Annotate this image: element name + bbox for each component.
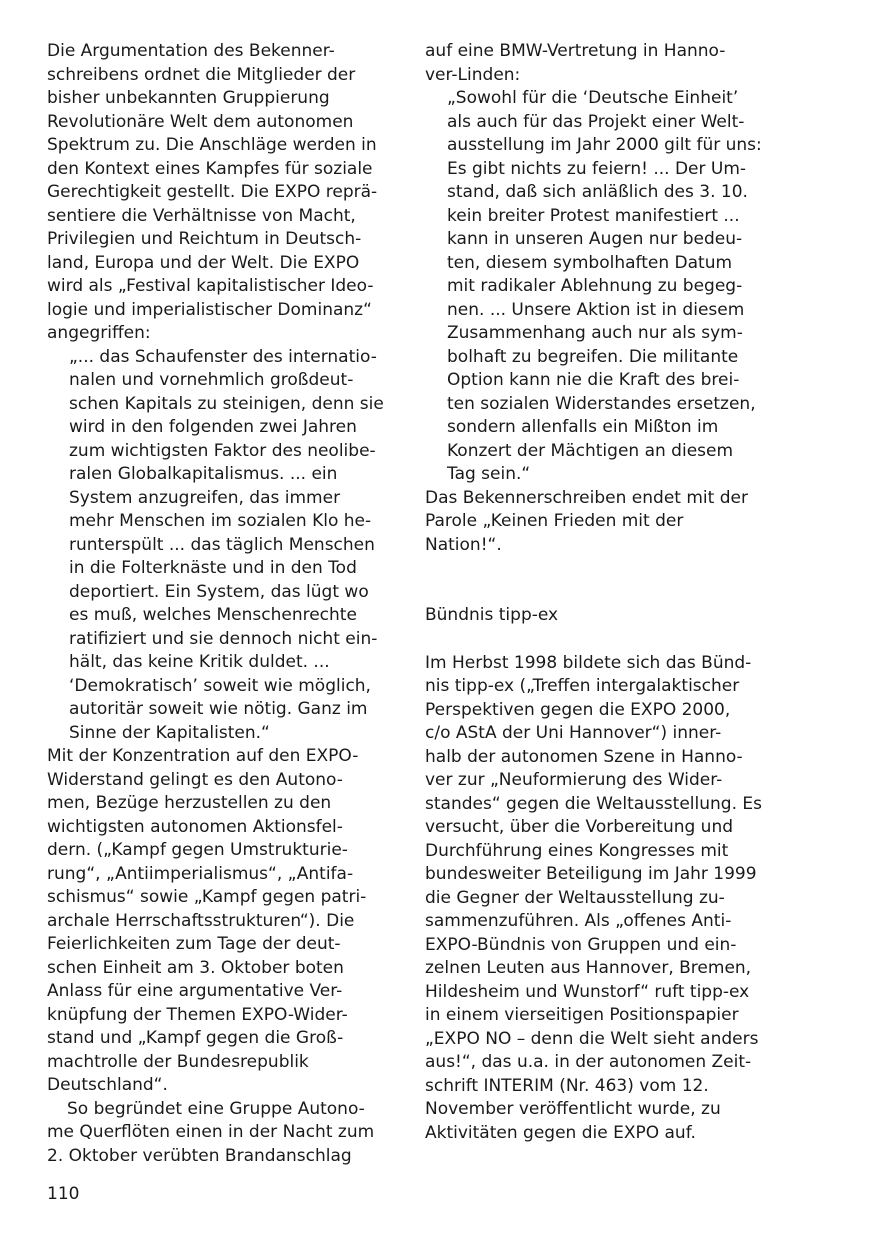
text-line: als auch für das Projekt einer Welt- — [447, 111, 745, 132]
paragraph-indented — [47, 1098, 397, 1169]
text-line: System anzugreifen, das immer — [69, 487, 341, 508]
text-line: Spektrum zu. Die Anschläge werden in — [47, 135, 377, 155]
text-line: Anlass für eine argumentative Ver- — [47, 981, 343, 1001]
text-line: Widerstand gelingt es den Autono- — [47, 769, 343, 790]
right-column — [425, 40, 785, 1145]
text-line: mit radikaler Ablehnung zu begeg- — [447, 276, 743, 296]
text-line: mehr Menschen im sozialen Klo he- — [69, 511, 372, 531]
text-line: schen Kapitals zu steinigen, denn sie — [69, 393, 384, 414]
text-line: Privilegien und Reichtum in Deutsch- — [47, 229, 362, 249]
text-line: November veröffentlicht wurde, zu — [425, 1099, 721, 1119]
text-line: schreibens ordnet die Mitglieder der — [47, 64, 356, 85]
text-line: rung“, „Antiimperialismus“, „Antifa- — [47, 863, 354, 884]
paragraph — [47, 40, 397, 346]
text-line: stand, daß sich anläßlich des 3. 10. — [447, 182, 748, 202]
text-line: Das Bekennerschreiben endet mit der — [425, 487, 748, 508]
text-line: bolhaft zu begreifen. Die militante — [447, 346, 739, 367]
text-line: nen. ... Unsere Aktion ist in diesem — [447, 299, 745, 320]
paragraph — [47, 745, 397, 1098]
text-line: in die Folterknäste und in den Tod — [69, 558, 357, 578]
text-line: wird als „Festival kapitalistischer Ideo- — [47, 276, 374, 296]
text-line: auf eine BMW-Vertretung in Hanno- — [425, 41, 726, 61]
text-line: Es gibt nichts zu feiern! ... Der Um- — [447, 158, 747, 179]
text-line: es muß, welches Menschenrechte — [69, 605, 357, 625]
text-line: Hildesheim und Wunstorf“ ruft tipp-ex — [425, 981, 750, 1002]
text-line: aus!“, das u.a. in der autonomen Zeit- — [425, 1052, 752, 1072]
text-line: „... das Schaufenster des internatio- — [69, 346, 377, 367]
text-line: Parole „Keinen Frieden mit der — [425, 511, 684, 531]
text-line: ver-Linden: — [425, 64, 521, 85]
text-line: Zusammenhang auch nur als sym- — [447, 323, 743, 343]
text-line: Im Herbst 1998 bildete sich das Bünd- — [425, 652, 752, 673]
text-line: deportiert. Ein System, das lügt wo — [69, 581, 369, 602]
text-line: versucht, über die Vorbereitung und — [425, 817, 734, 837]
text-line: Revolutionäre Welt dem autonomen — [47, 111, 354, 132]
text-line: So begründet eine Gruppe Autono- — [67, 1098, 365, 1119]
text-line: c/o AStA der Uni Hannover“) inner- — [425, 723, 722, 743]
text-line: ten sozialen Widerstandes ersetzen, — [447, 393, 756, 414]
text-line: nis tipp-ex („Treffen intergalaktischer — [425, 676, 740, 696]
text-line: kann in unseren Augen nur bedeu- — [447, 229, 743, 249]
text-line: Aktivitäten gegen die EXPO auf. — [425, 1122, 696, 1143]
text-line: archale Herrschaftsstrukturen“). Die — [47, 910, 355, 931]
text-line: zelnen Leuten aus Hannover, Bremen, — [425, 958, 752, 978]
text-line: standes“ gegen die Weltausstellung. Es — [425, 793, 762, 814]
text-line: schen Einheit am 3. Oktober boten — [47, 957, 344, 978]
text-line: me Querflöten einen in der Nacht zum — [47, 1122, 375, 1142]
text-line: schismus“ sowie „Kampf gegen patri- — [47, 887, 367, 907]
text-line: Konzert der Mächtigen an diesem — [447, 440, 734, 461]
text-line: land, Europa und der Welt. Die EXPO — [47, 252, 360, 273]
text-line: ralen Globalkapitalismus. ... ein — [69, 464, 338, 484]
paragraph — [425, 487, 785, 558]
left-column — [47, 40, 397, 1168]
text-line: Mit der Konzentration auf den EXPO- — [47, 746, 359, 766]
text-line: sondern allenfalls ein Mißton im — [447, 417, 719, 437]
text-line: sentiere die Verhältnisse von Macht, — [47, 205, 356, 226]
text-line: ver zur „Neuformierung des Wider- — [425, 770, 723, 790]
text-line: dern. („Kampf gegen Umstrukturie- — [47, 840, 348, 860]
text-line: halb der autonomen Szene in Hanno- — [425, 746, 743, 767]
text-line: Deutschland“. — [47, 1075, 168, 1095]
text-line: Nation!“. — [425, 534, 502, 555]
text-line: kein breiter Protest manifestiert ... — [447, 205, 740, 226]
text-line: angegriffen: — [47, 323, 151, 343]
text-line: schrift INTERIM (Nr. 463) vom 12. — [425, 1075, 709, 1096]
block-quote — [47, 346, 397, 746]
text-line: die Gegner der Weltausstellung zu- — [425, 887, 725, 908]
text-line: ten, diesem symbolhaften Datum — [447, 252, 733, 273]
text-line: „Sowohl für die ‘Deutsche Einheit’ — [447, 88, 739, 108]
text-line: in einem vierseitigen Positionspapier — [425, 1005, 739, 1025]
text-line: „EXPO NO – denn die Welt sieht anders — [425, 1028, 759, 1049]
page-number: 110 — [47, 1184, 80, 1204]
text-line: 2. Oktober verübten Brandanschlag — [47, 1145, 352, 1166]
block-quote — [425, 87, 785, 487]
text-line: bundesweiter Beteiligung im Jahr 1999 — [425, 864, 757, 884]
text-line: EXPO-Bündnis von Gruppen und ein- — [425, 934, 737, 955]
text-line: logie und imperialistischer Dominanz“ — [47, 299, 372, 320]
text-line: ratifiziert und sie dennoch nicht ein- — [69, 628, 378, 649]
paragraph — [425, 652, 785, 1146]
paragraph — [425, 40, 785, 87]
text-line: runterspült ... das täglich Menschen — [69, 534, 375, 555]
text-line: Option kann nie die Kraft des brei- — [447, 370, 740, 390]
text-line: knüpfung der Themen EXPO-Wider- — [47, 1004, 348, 1025]
text-line: Die Argumentation des Bekenner- — [47, 41, 335, 61]
text-line: hält, das keine Kritik duldet. ... — [69, 652, 330, 672]
text-line: Tag sein.“ — [447, 464, 531, 484]
text-line: bisher unbekannten Gruppierung — [47, 88, 330, 108]
text-line: Durchführung eines Kongresses mit — [425, 840, 729, 861]
text-line: men, Bezüge herzustellen zu den — [47, 793, 332, 813]
text-line: wichtigsten autonomen Aktionsfel- — [47, 816, 343, 837]
text-line: Perspektiven gegen die EXPO 2000, — [425, 699, 731, 720]
text-line: sammenzuführen. Als „offenes Anti- — [425, 911, 732, 931]
text-line: Gerechtigkeit gestellt. Die EXPO reprä- — [47, 182, 378, 202]
text-line: nalen und vornehmlich großdeut- — [69, 370, 354, 390]
text-line: zum wichtigsten Faktor des neolibe- — [69, 440, 376, 461]
text-line: ‘Demokratisch’ soweit wie möglich, — [69, 675, 371, 696]
text-line: machtrolle der Bundesrepublik — [47, 1051, 309, 1072]
text-line: den Kontext eines Kampfes für soziale — [47, 158, 373, 179]
text-line: Feierlichkeiten zum Tage der deut- — [47, 934, 341, 954]
text-line: Sinne der Kapitalisten.“ — [69, 722, 270, 743]
text-line: stand und „Kampf gegen die Groß- — [47, 1028, 344, 1048]
text-line: wird in den folgenden zwei Jahren — [69, 417, 357, 437]
text-line: autoritär soweit wie nötig. Ganz im — [69, 699, 368, 719]
section-heading: Bündnis tipp-ex — [425, 605, 559, 625]
text-line: ausstellung im Jahr 2000 gilt für uns: — [447, 135, 762, 155]
